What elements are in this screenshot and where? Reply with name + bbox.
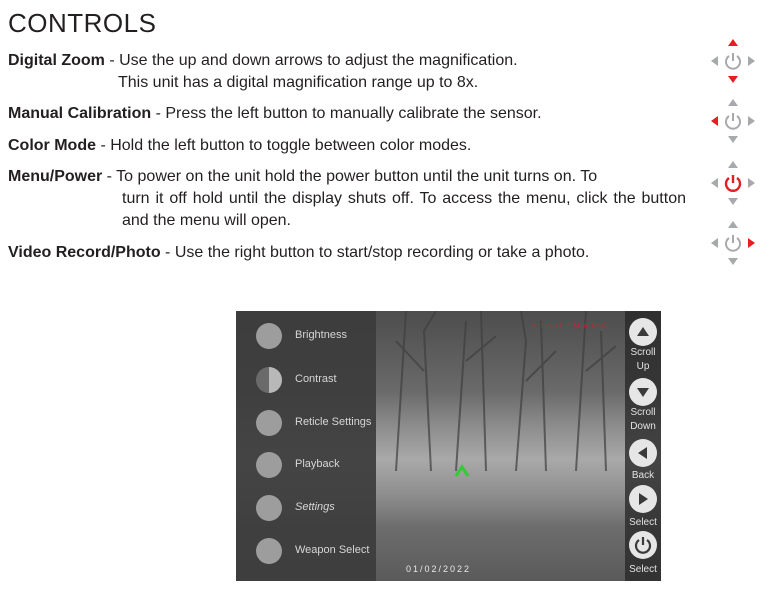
- button-diagram-power: [711, 161, 755, 205]
- arrow-up-icon: [728, 161, 738, 168]
- menu-item-label: Settings: [295, 501, 335, 513]
- arrow-up-icon: [629, 318, 657, 346]
- control-video-record: [8, 242, 589, 264]
- control-color-mode: [8, 135, 471, 157]
- folder-icon: [256, 452, 282, 478]
- control-term: Color Mode: [8, 137, 96, 154]
- power-icon: [723, 173, 743, 193]
- page-title: CONTROLS: [8, 8, 157, 38]
- control-term: Manual Calibration: [8, 105, 152, 122]
- button-label: Select: [629, 564, 657, 575]
- control-separator: -: [102, 168, 117, 185]
- arrow-left-icon: [629, 439, 657, 467]
- power-icon: [723, 233, 743, 253]
- control-separator: -: [104, 52, 120, 69]
- control-text-continued: This unit has a digital magnification range up to 8x.: [118, 74, 479, 91]
- button-diagram-calibration: [711, 99, 755, 143]
- menu-item-label: Weapon Select: [295, 544, 370, 556]
- arrow-left-icon: [711, 116, 718, 126]
- brand-logo: SIGHTMARK: [532, 323, 610, 330]
- menu-item-label: Brightness: [295, 329, 347, 341]
- arrow-down-icon: [728, 136, 738, 143]
- control-text: Press the left button to manually calibrate the sensor.: [165, 105, 542, 122]
- arrow-down-icon: [728, 76, 738, 83]
- control-term: Menu/Power: [8, 168, 103, 185]
- arrow-down-icon: [629, 378, 657, 406]
- control-text: To power on the unit hold the power button until the unit turns on. To: [116, 168, 598, 185]
- button-diagram-zoom: [711, 39, 755, 83]
- button-diagram-record: [711, 221, 755, 265]
- control-separator: -: [160, 244, 175, 261]
- button-label: Back: [631, 470, 655, 481]
- menu-item-contrast: [256, 367, 376, 397]
- device-button-bar: [625, 311, 661, 581]
- power-icon: [723, 51, 743, 71]
- date-stamp: 01/02/2022: [406, 564, 472, 574]
- control-separator: -: [151, 105, 166, 122]
- device-screen-image: [236, 311, 661, 581]
- control-text: Use the up and down arrows to adjust the magnification.: [119, 52, 518, 69]
- control-term: Digital Zoom: [8, 52, 105, 69]
- arrow-left-icon: [711, 178, 718, 188]
- button-label: Scroll Up: [630, 347, 656, 372]
- menu-item-playback: [256, 452, 376, 482]
- arrow-right-icon: [748, 178, 755, 188]
- forest-background: [376, 311, 626, 471]
- control-digital-zoom: [8, 50, 518, 72]
- control-separator: -: [96, 137, 111, 154]
- arrow-up-icon: [728, 99, 738, 106]
- reticle-chevron-icon: [454, 464, 470, 478]
- wrench-icon: [256, 495, 282, 521]
- arrow-down-icon: [728, 198, 738, 205]
- arrow-right-icon: [748, 56, 755, 66]
- button-label: Scroll Down: [630, 407, 656, 432]
- reticle-icon: [256, 410, 282, 436]
- control-term: Video Record/Photo: [8, 244, 161, 261]
- arrow-left-icon: [711, 56, 718, 66]
- menu-item-brightness: [256, 323, 376, 353]
- arrow-right-icon: [748, 238, 755, 248]
- power-icon: [629, 531, 657, 559]
- menu-item-reticle-settings: [256, 410, 376, 440]
- menu-item-settings: [256, 495, 376, 525]
- contrast-icon: [256, 367, 282, 393]
- button-label: Select: [629, 517, 657, 528]
- control-text: Hold the left button to toggle between color modes.: [110, 137, 472, 154]
- menu-item-weapon-select: [256, 538, 376, 568]
- arrow-right-icon: [629, 485, 657, 513]
- arrow-up-icon: [728, 39, 738, 46]
- arrow-up-icon: [728, 221, 738, 228]
- control-menu-power: [8, 166, 597, 188]
- menu-item-label: Reticle Settings: [295, 416, 372, 428]
- weapon-icon: [256, 538, 282, 564]
- menu-item-label: Contrast: [295, 373, 337, 385]
- sun-icon: [256, 323, 282, 349]
- arrow-right-icon: [748, 116, 755, 126]
- menu-item-label: Playback: [295, 458, 340, 470]
- control-manual-calibration: [8, 103, 542, 125]
- power-icon: [723, 111, 743, 131]
- device-menu: [236, 311, 376, 581]
- arrow-left-icon: [711, 238, 718, 248]
- control-text-continued: turn it off hold until the display shuts off. To access the menu, click the button and the menu will open.: [122, 190, 686, 229]
- arrow-down-icon: [728, 258, 738, 265]
- control-text: Use the right button to start/stop recording or take a photo.: [174, 244, 590, 261]
